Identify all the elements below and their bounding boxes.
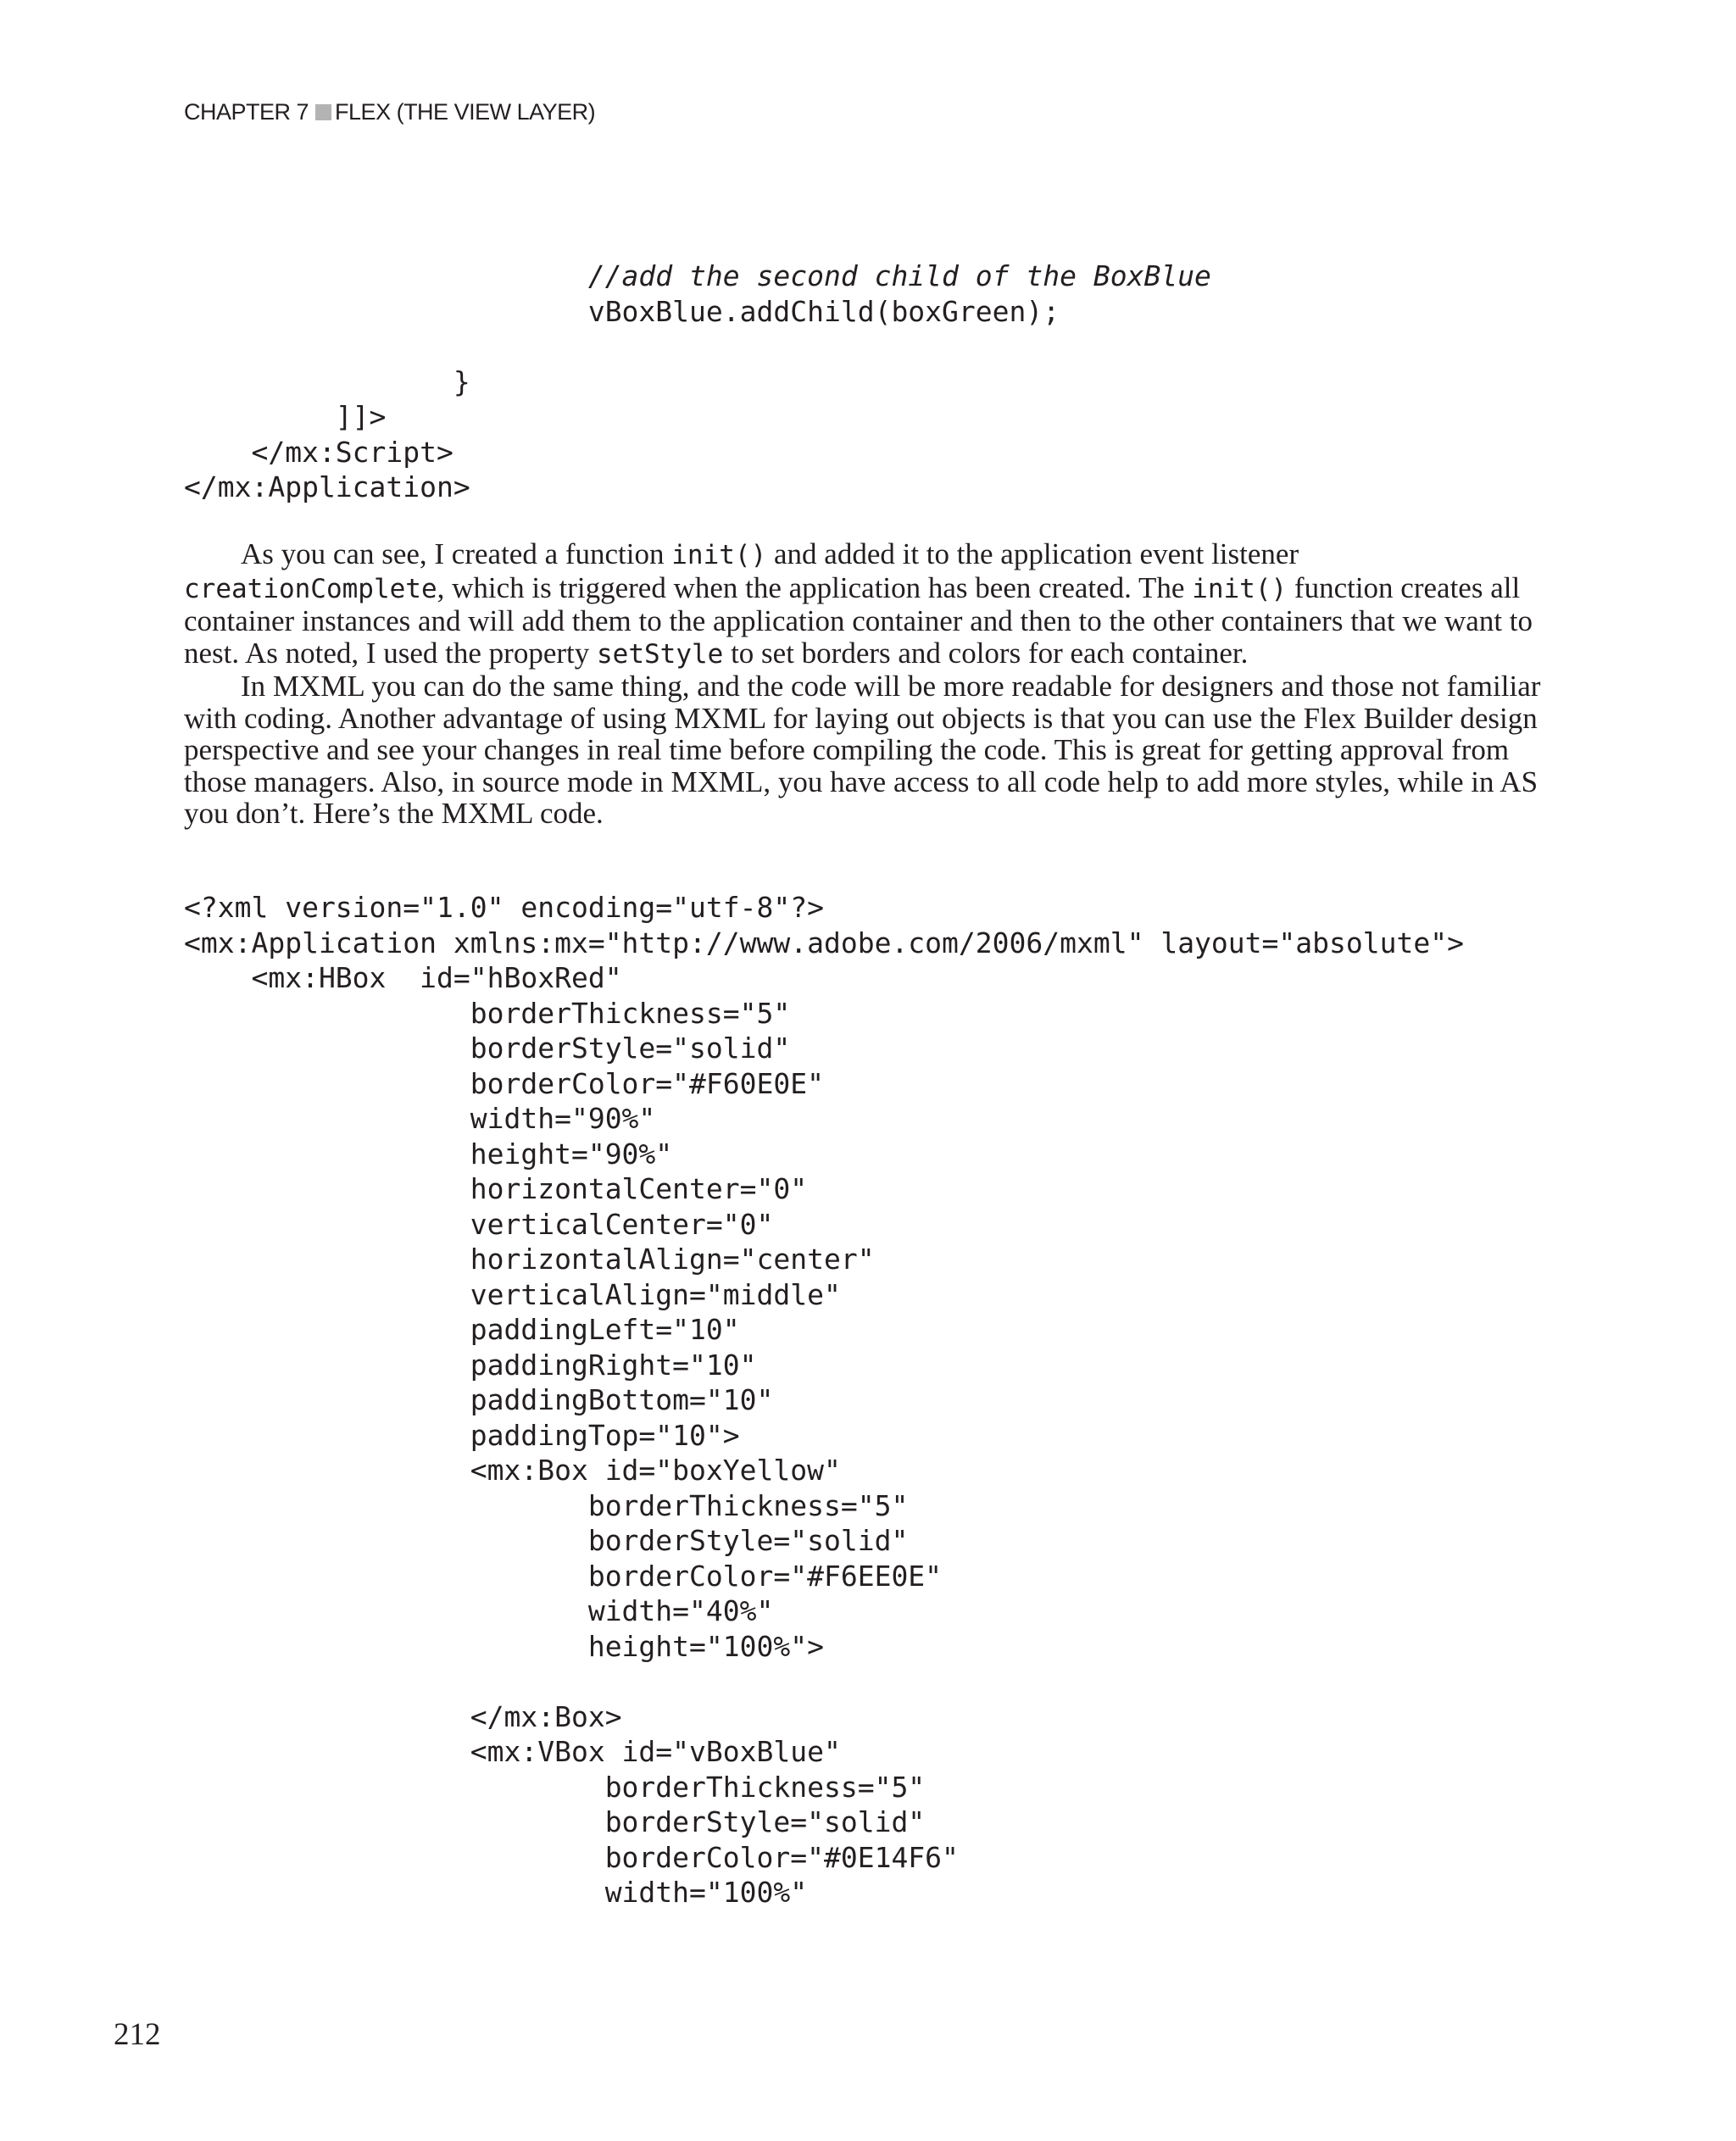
inline-code-creation-complete: creationComplete (184, 573, 437, 604)
code-line: <mx:Box id="boxYellow" (184, 1454, 841, 1487)
code-line: verticalCenter="0" (184, 1207, 774, 1241)
code-line: borderThickness="5" (184, 1488, 909, 1522)
code-line: borderStyle="solid" (184, 1032, 791, 1065)
code-line: paddingBottom="10" (184, 1383, 774, 1416)
code-line: height="100%"> (184, 1629, 824, 1663)
code-line: width="40%" (184, 1594, 774, 1627)
code-line: horizontalCenter="0" (184, 1172, 808, 1205)
chapter-label: CHAPTER 7 (184, 99, 309, 125)
square-separator-icon (315, 104, 331, 120)
code-line (184, 329, 1211, 364)
code-line: paddingTop="10"> (184, 1418, 740, 1452)
code-line (184, 1664, 1464, 1699)
body-text (184, 538, 1557, 830)
code-line: borderColor="#F60E0E" (184, 1066, 824, 1100)
code-line: verticalAlign="middle" (184, 1277, 841, 1311)
code-line: borderColor="#F6EE0E" (184, 1559, 943, 1593)
code-line: <mx:VBox id="vBoxBlue" (184, 1735, 841, 1768)
page-number: 212 (114, 2017, 161, 2052)
code-line: width="90%" (184, 1102, 656, 1135)
code-line: vBoxBlue.addChild(boxGreen); (184, 294, 1060, 328)
code-line: width="100%" (184, 1876, 808, 1909)
code-line: <mx:HBox id="hBoxRed" (184, 961, 622, 994)
code-line: paddingLeft="10" (184, 1313, 740, 1346)
inline-code-init: init() (671, 540, 767, 570)
code-line: horizontalAlign="center" (184, 1243, 875, 1276)
code-line: borderThickness="5" (184, 1770, 926, 1804)
paragraph-2: In MXML you can do the same thing, and the code will be more readable for designers and those not familiar with coding. Another advantage of using MXML for laying out objects is that you can use the Flex Builder design perspective and see your changes in real time before compiling the code. This is great for getting approval from those managers. Also, in source mode in MXML, you have access to all code help to add more styles, while in AS you don’t. Here’s the MXML code. (184, 670, 1541, 830)
code-line: paddingRight="10" (184, 1348, 757, 1382)
code-line: </mx:Script> (184, 435, 453, 469)
code-line: </mx:Box> (184, 1699, 622, 1733)
code-line: <mx:Application xmlns:mx="http://www.adobe.com/2006/mxml" layout="absolute"> (184, 926, 1464, 959)
inline-code-set-style: setStyle (597, 638, 724, 670)
inline-code-init: init() (1192, 573, 1288, 604)
code-line: <?xml version="1.0" encoding="utf-8"?> (184, 891, 824, 924)
code-line: ]]> (184, 400, 387, 433)
code-listing-top (184, 259, 1211, 505)
chapter-title: FLEX (THE VIEW LAYER) (335, 99, 596, 125)
code-line: //add the second child of the BoxBlue (184, 259, 1211, 292)
code-line: height="90%" (184, 1137, 673, 1171)
code-listing-mxml (184, 890, 1464, 1910)
code-line: borderThickness="5" (184, 996, 791, 1030)
code-line: borderStyle="solid" (184, 1805, 926, 1838)
code-line: borderStyle="solid" (184, 1524, 909, 1557)
running-head (184, 98, 595, 125)
paragraph-1: As you can see, I created a function init() and added it to the application event listener creationComplete, which is triggered when the application has been created. The init() function creates all container instances and will add them to the application container and then to the other containers that we want to nest. As noted, I used the property setStyle to set borders and colors for each container. (184, 537, 1533, 670)
code-line: } (184, 364, 470, 398)
code-line: </mx:Application> (184, 470, 470, 503)
code-line: borderColor="#0E14F6" (184, 1840, 959, 1874)
